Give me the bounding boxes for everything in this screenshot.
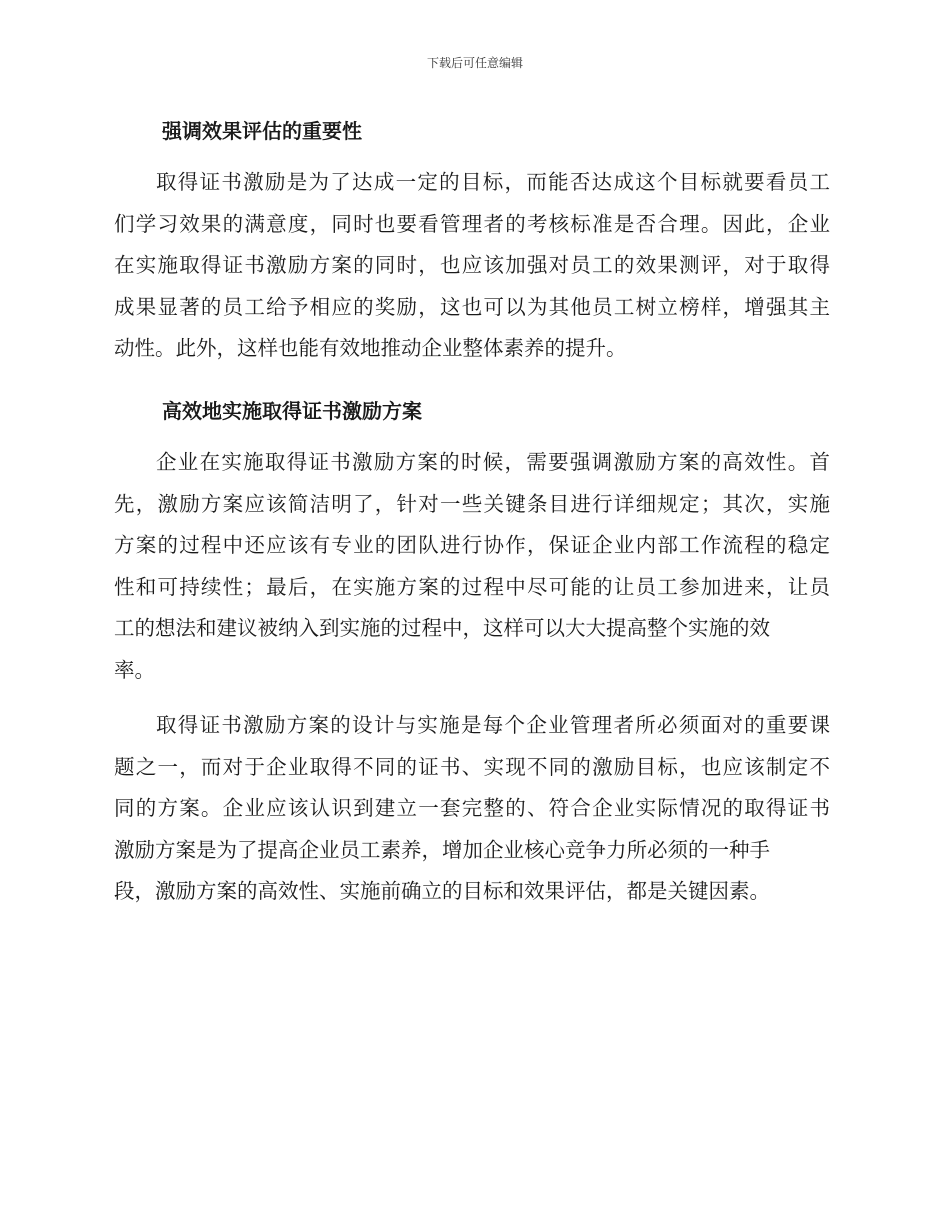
paragraph-line: 在实施取得证书激励方案的同时，也应该加强对员工的效果测评，对于取得	[114, 253, 830, 277]
paragraph-line: 激励方案是为了提高企业员工素养，增加企业核心竞争力所必须的一种手	[114, 837, 770, 862]
paragraph-evaluation	[114, 162, 830, 370]
paragraph-line: 题之一，而对于企业取得不同的证书、实现不同的激励目标，也应该制定不	[114, 754, 830, 779]
section-heading-implementation: 高效地实施取得证书激励方案	[162, 399, 422, 423]
paragraph-line: 们学习效果的满意度，同时也要看管理者的考核标准是否合理。因此，企业	[114, 211, 830, 236]
section-heading-evaluation: 强调效果评估的重要性	[162, 119, 362, 143]
page-header: 下载后可任意编辑	[426, 56, 523, 70]
paragraph-line: 同的方案。企业应该认识到建立一套完整的、符合企业实际情况的取得证书	[114, 796, 830, 820]
paragraph-line: 企业在实施取得证书激励方案的时候，需要强调激励方案的高效性。首	[156, 450, 830, 474]
paragraph-line: 动性。此外，这样也能有效地推动企业整体素养的提升。	[114, 336, 627, 360]
paragraph-line: 取得证书激励方案的设计与实施是每个企业管理者所必须面对的重要课	[156, 713, 830, 737]
paragraph-line: 工的想法和建议被纳入到实施的过程中，这样可以大大提高整个实施的效	[114, 616, 770, 640]
paragraph-line: 性和可持续性；最后，在实施方案的过程中尽可能的让员工参加进来，让员	[114, 574, 830, 599]
paragraph-line: 段，激励方案的高效性、实施前确立的目标和效果评估，都是关键因素。	[114, 879, 770, 903]
paragraph-line: 方案的过程中还应该有专业的团队进行协作，保证企业内部工作流程的稳定	[114, 533, 830, 557]
paragraph-line: 先，激励方案应该简洁明了，针对一些关键条目进行详细规定；其次，实施	[114, 491, 830, 516]
paragraph-line: 率。	[114, 657, 155, 682]
paragraph-implementation	[114, 442, 830, 691]
paragraph-line: 取得证书激励是为了达成一定的目标，而能否达成这个目标就要看员工	[156, 170, 830, 194]
paragraph-line: 成果显著的员工给予相应的奖励，这也可以为其他员工树立榜样，增强其主	[114, 294, 830, 319]
paragraph-conclusion	[114, 705, 830, 913]
